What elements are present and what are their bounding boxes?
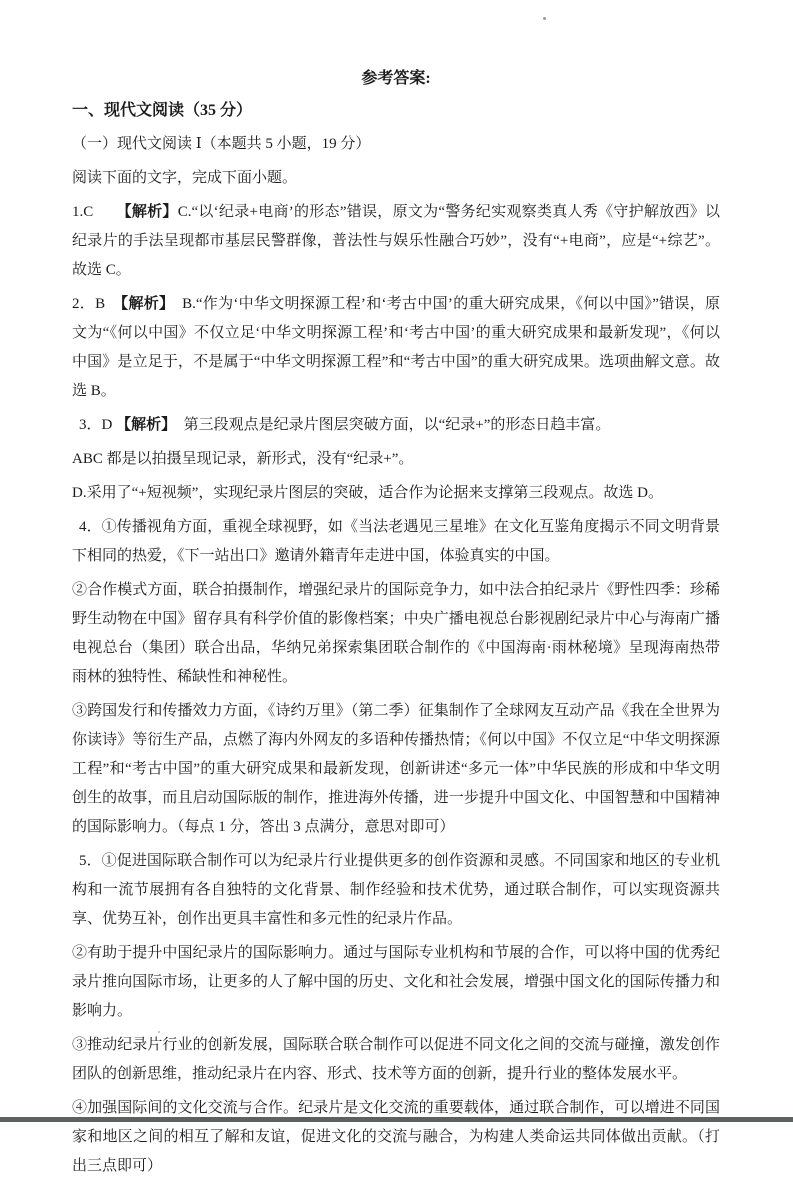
- text-segment: 1.C: [72, 204, 125, 220]
- answers-title: [72, 64, 720, 93]
- document-body: [72, 64, 720, 1186]
- text-segment: ②合作模式方面，联合拍摄制作，增强纪录片的国际竞争力，如中法合拍纪录片《野性四季：珍稀野生动物在中国》留存具有科学价值的影像档案；中央广播电视总台影视剧纪录片中心与海南广播电视总台（集团）联合出品，华纳兄弟探索集团联合制作的《中国海南·雨林秘境》呈现海南热带雨林的独特性、稀缺性和神秘性。: [72, 582, 720, 685]
- answer-4-point-1: [72, 513, 720, 571]
- analysis-label: 【解析】: [120, 296, 167, 312]
- answer-4-point-3: [72, 697, 720, 842]
- text-segment: ④加强国际间的文化交流与合作。纪录片是文化交流的重要载体，通过联合制作，可以增进不同国家和地区之间的相互了解和友谊，促进文化的交流与融合，为构建人类命运共同体做出贡献。（打出三点即可）: [72, 1100, 720, 1174]
- analysis-label: 参考答案:: [361, 70, 431, 87]
- text-segment: 4．①传播视角方面，重视全球视野，如《当法老遇见三星堆》在文化互鉴角度揭示不同文明背景下相同的热爱，《下一站出口》邀请外籍青年走进中国，体验真实的中国。: [72, 519, 720, 564]
- text-segment: ②有助于提升中国纪录片的国际影响力。通过与国际专业机构和节展的合作，可以将中国的优秀纪录片推向国际市场，让更多的人了解中国的历史、文化和社会发展，增强中国文化的国际传播力和影响力。: [72, 945, 720, 1019]
- text-segment: D.采用了“+短视频”，实现纪录片图层的突破，适合作为论据来支撑第三段观点。故选 D。: [72, 485, 663, 501]
- text-segment: 2．B: [72, 296, 121, 312]
- instruction-line: [72, 164, 720, 193]
- page-bottom-edge-bar: [0, 1117, 793, 1122]
- text-segment: 第三段观点是纪录片图层突破方面，以“纪录+”的形态日趋丰富。: [168, 417, 611, 433]
- answer-1: [72, 198, 720, 285]
- text-segment: B.“作为‘中华文明探源工程’和‘考古中国’的重大研究成果，《何以中国》”错误，原文为“《何以中国》不仅立足‘中华文明探源工程’和‘考古中国’的重大研究成果和最新发现”，《何以中国》是立足于，不是属于“中华文明探源工程”和“考古中国”的重大研究成果。选项曲解文意。故选 B。: [72, 296, 720, 399]
- answer-2: [72, 290, 720, 406]
- analysis-label: 【解析】: [124, 204, 178, 220]
- answer-3: [72, 411, 720, 440]
- text-segment: （一）现代文阅读 Ⅰ（本题共 5 小题，19 分）: [72, 136, 371, 152]
- answer-3-abc-note: [72, 445, 720, 474]
- scan-speck: [158, 1031, 160, 1033]
- answer-4-point-2: [72, 576, 720, 692]
- scan-speck: [543, 17, 546, 20]
- answer-5-point-4: [72, 1094, 720, 1181]
- answer-5-point-2: [72, 939, 720, 1026]
- answer-5-point-1: [72, 847, 720, 934]
- text-segment: 3．D: [79, 417, 117, 433]
- analysis-label: 【解析】: [116, 417, 169, 433]
- analysis-label: 一、现代文阅读（35 分）: [72, 102, 253, 119]
- text-segment: ③推动纪录片行业的创新发展，国际联合联合制作可以促进不同文化之间的交流与碰撞，激发创作团队的创新思维，推动纪录片在内容、形式、技术等方面的创新，提升行业的整体发展水平。: [72, 1037, 720, 1082]
- subsection-heading: [72, 130, 720, 159]
- answer-5-point-3: [72, 1031, 720, 1089]
- text-segment: 阅读下面的文字，完成下面小题。: [72, 170, 298, 186]
- text-segment: ABC 都是以拍摄呈现记录，新形式，没有“纪录+”。: [72, 451, 414, 467]
- text-segment: 5．①促进国际联合制作可以为纪录片行业提供更多的创作资源和灵感。不同国家和地区的专业机构和一流节展拥有各自独特的文化背景、制作经验和技术优势，通过联合制作，可以实现资源共享、优势互补，创作出更具丰富性和多元性的纪录片作品。: [72, 853, 720, 927]
- section-heading-modern-text-reading: [72, 96, 720, 125]
- answer-3-d-note: [72, 479, 720, 508]
- text-segment: ③跨国发行和传播效力方面，《诗约万里》（第二季）征集制作了全球网友互动产品《我在全世界为你读诗》等衍生产品，点燃了海内外网友的多语种传播热情；《何以中国》不仅立足“中华文明探源工程”和“考古中国”的重大研究成果和最新发现，创新讲述“多元一体”中华民族的形成和中华文明创生的故事，而且启动国际版的制作，推进海外传播，进一步提升中国文化、中国智慧和中国精神的国际影响力。（每点 1 分，答出 3 点满分，意思对即可）: [72, 703, 720, 835]
- text-segment: C.“以‘纪录+电商’的形态”错误，原文为“警务纪实观察类真人秀《守护解放西》以纪录片的手法呈现都市基层民警群像，普法性与娱乐性融合巧妙”，没有“+电商”，应是“+综艺”。故选 C。: [72, 204, 720, 278]
